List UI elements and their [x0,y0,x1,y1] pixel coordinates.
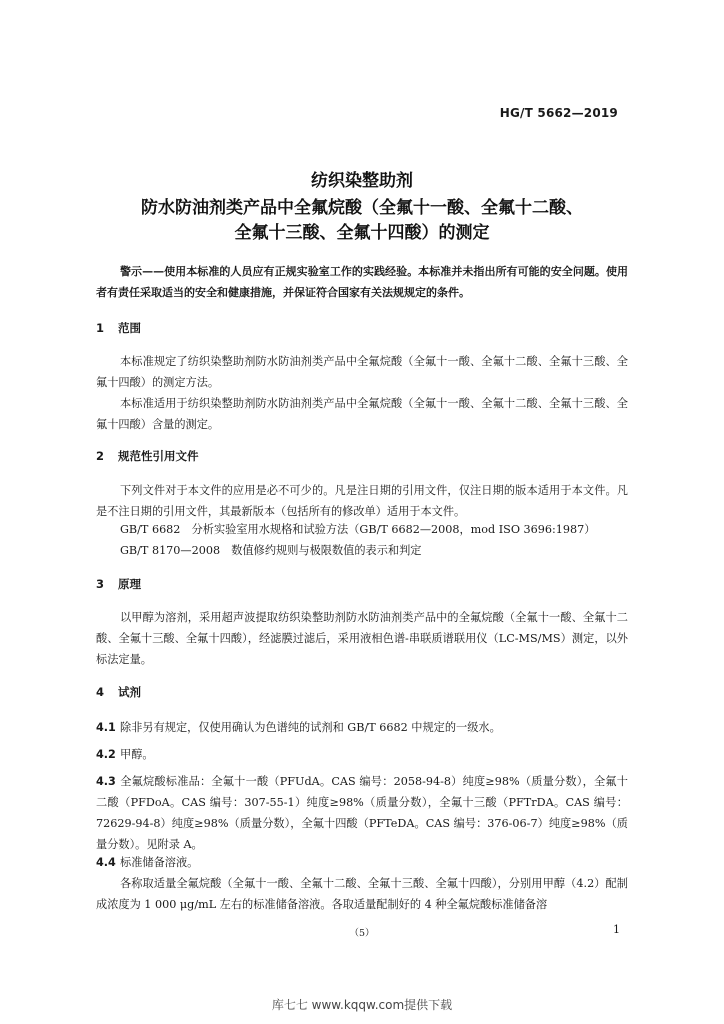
clause-4-2-number: 4.2 [96,748,116,761]
clause-4-3 [96,771,628,855]
section-3-title: 原理 [118,577,141,591]
clause-4-2-text: 甲醇。 [120,748,154,761]
clause-4-3-number: 4.3 [96,775,116,788]
page-sequence: （5） [349,928,375,939]
section-4-heading [96,684,141,700]
warning-paragraph: 警示——使用本标准的人员应有正规实验室工作的实践经验。本标准并未指出所有可能的安全问题。使用者有责任采取适当的安全和健康措施，并保证符合国家有关法规规定的条件。 [96,265,628,299]
section-2-paragraph-1: 下列文件对于本文件的应用是必不可少的。凡是注日期的引用文件，仅注日期的版本适用于本文件。凡是不注日期的引用文件，其最新版本（包括所有的修改单）适用于本文件。 [96,484,628,518]
clause-4-3-text: 全氟烷酸标准品：全氟十一酸（PFUdA。CAS 编号：2058-94-8）纯度≥98%（质量分数），全氟十二酸（PFDoA。CAS 编号：307-55-1）纯度≥98%（质量分数），全氟十三酸（PFTrDA。CAS 编号：72629-94-8）纯度≥98%（质量分数），全氟十四酸（PFTeDA。CAS 编号：376-06-7）纯度≥98%（质量分数）。见附录 A。 [96,775,628,851]
clause-4-4-number: 4.4 [96,856,116,869]
standard-number: HG/T 5662—2019 [499,106,618,120]
reference-gbt-8170: GB/T 8170—2008 数值修约规则与极限数值的表示和判定 [120,544,422,557]
section-1-title: 范围 [118,321,141,335]
clause-4-4-text: 标准储备溶液。 [120,856,199,869]
title-line-1: 纺织染整助剂 [311,171,413,191]
clause-4-4-paragraph: 各称取适量全氟烷酸（全氟十一酸、全氟十二酸、全氟十三酸、全氟十四酸），分别用甲醇（4.2）配制成浓度为 1 000 μg/mL 左右的标准储备溶液。各取适量配制好的 4 种全氟烷酸标准储备溶 [96,877,628,911]
reference-gbt-6682: GB/T 6682 分析实验室用水规格和试验方法（GB/T 6682—2008，mod ISO 3696:1987） [120,523,596,536]
section-4-number: 4 [96,685,105,699]
download-watermark: 库七七 www.kqqw.com提供下载 [271,998,453,1012]
clause-4-1-text: 除非另有规定，仅使用确认为色谱纯的试剂和 GB/T 6682 中规定的一级水。 [120,721,501,734]
section-1-paragraph-1: 本标准规定了纺织染整助剂防水防油剂类产品中全氟烷酸（全氟十一酸、全氟十二酸、全氟十三酸、全氟十四酸）的测定方法。 [96,355,628,389]
clause-4-4 [96,852,628,873]
title-line-3: 全氟十三酸、全氟十四酸）的测定 [234,223,490,243]
section-4-title: 试剂 [118,685,141,699]
section-1-heading [96,320,141,336]
section-3-paragraph-1: 以甲醇为溶剂，采用超声波提取纺织染整助剂防水防油剂类产品中的全氟烷酸（全氟十一酸、全氟十二酸、全氟十三酸、全氟十四酸），经滤膜过滤后，采用液相色谱-串联质谱联用仪（LC-MS/MS）测定，以外标法定量。 [96,611,628,666]
section-3-number: 3 [96,577,105,591]
section-1-paragraph-2: 本标准适用于纺织染整助剂防水防油剂类产品中全氟烷酸（全氟十一酸、全氟十二酸、全氟十三酸、全氟十四酸）含量的测定。 [96,397,628,431]
title-line-2: 防水防油剂类产品中全氟烷酸（全氟十一酸、全氟十二酸、 [141,198,583,218]
section-3-heading [96,576,141,592]
section-2-heading [96,448,199,464]
section-1-number: 1 [96,321,105,335]
section-2-number: 2 [96,449,105,463]
section-2-title: 规范性引用文件 [118,449,199,463]
clause-4-1 [96,717,628,738]
page-number: 1 [613,923,620,936]
clause-4-1-number: 4.1 [96,721,116,734]
clause-4-2 [96,744,628,765]
